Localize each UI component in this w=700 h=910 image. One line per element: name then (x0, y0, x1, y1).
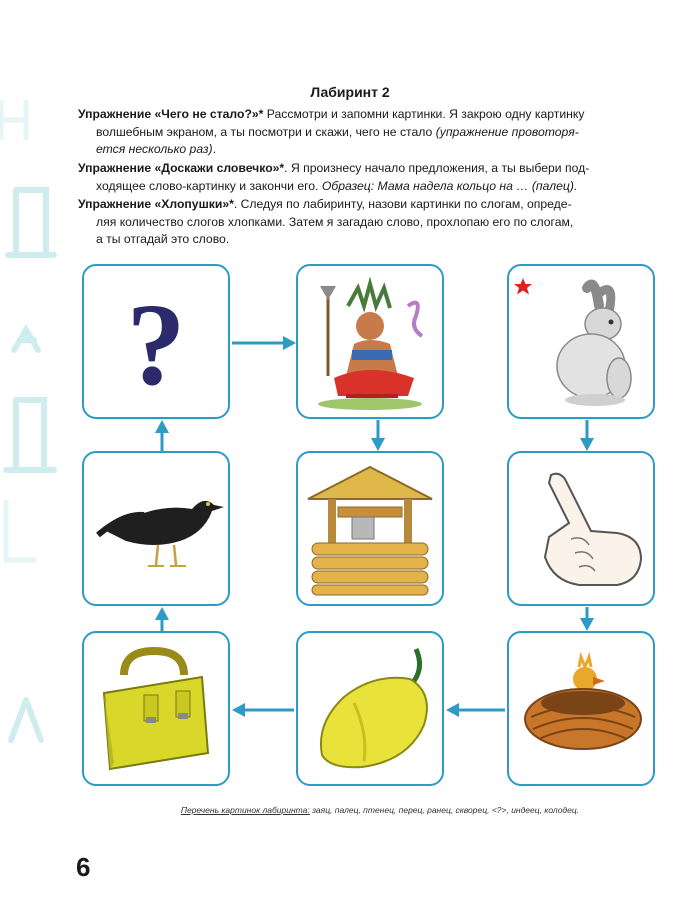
exercise-name: Упражнение «Чего не стало?»* (78, 107, 264, 121)
caption-items: заяц, палец, птенец, перец, ранец, скворец, <?>, индеец, колодец. (309, 805, 580, 815)
question-mark-glyph: ? (126, 279, 186, 410)
exercise-name: Упражнение «Хлопушки»* (78, 197, 234, 211)
exercise-text: а ты отгадай это слово. (96, 232, 230, 246)
exercise-note: ется несколько раз) (96, 142, 213, 156)
exercise-note: (упражнение провоторя- (435, 124, 579, 139)
exercise-name: Упражнение «Доскажи словечко»* (78, 161, 285, 175)
arrow-head (155, 607, 169, 620)
exercise-text: . Я произнесу начало предложения, а ты выбери под- (284, 161, 590, 175)
page-title: Лабиринт 2 (310, 84, 390, 100)
exercise-text: . Следуя по лабиринту, назови картинки по слогам, опреде- (233, 197, 572, 211)
arrow-head (232, 703, 245, 717)
arrow-head (580, 618, 594, 631)
caption-lead: Перечень картинок лабиринта: (180, 805, 310, 815)
arrow-head (371, 438, 385, 451)
arrow-head (155, 420, 169, 433)
exercise-text: ляя количество слогов хлопками. Затем я загадаю слово, прохлопаю его по слогам, (96, 214, 574, 229)
exercise-text: волшебным экраном, а ты посмотри и скажи, чего не стало (96, 124, 436, 139)
exercise-text: Рассмотри и запомни картинки. Я закрою одну картинку (263, 107, 585, 121)
exercise-sample: Образец: Мама надела кольцо на … (палец). (321, 178, 578, 193)
exercise-text: ходящее слово-картинку и закончи его. (96, 178, 322, 193)
page-number: 6 (76, 852, 91, 882)
exercise-text: . (212, 142, 216, 156)
pictures-list-caption (60, 805, 700, 815)
arrow-head (580, 438, 594, 451)
arrow-head (446, 703, 459, 717)
arrow-head (283, 336, 296, 350)
